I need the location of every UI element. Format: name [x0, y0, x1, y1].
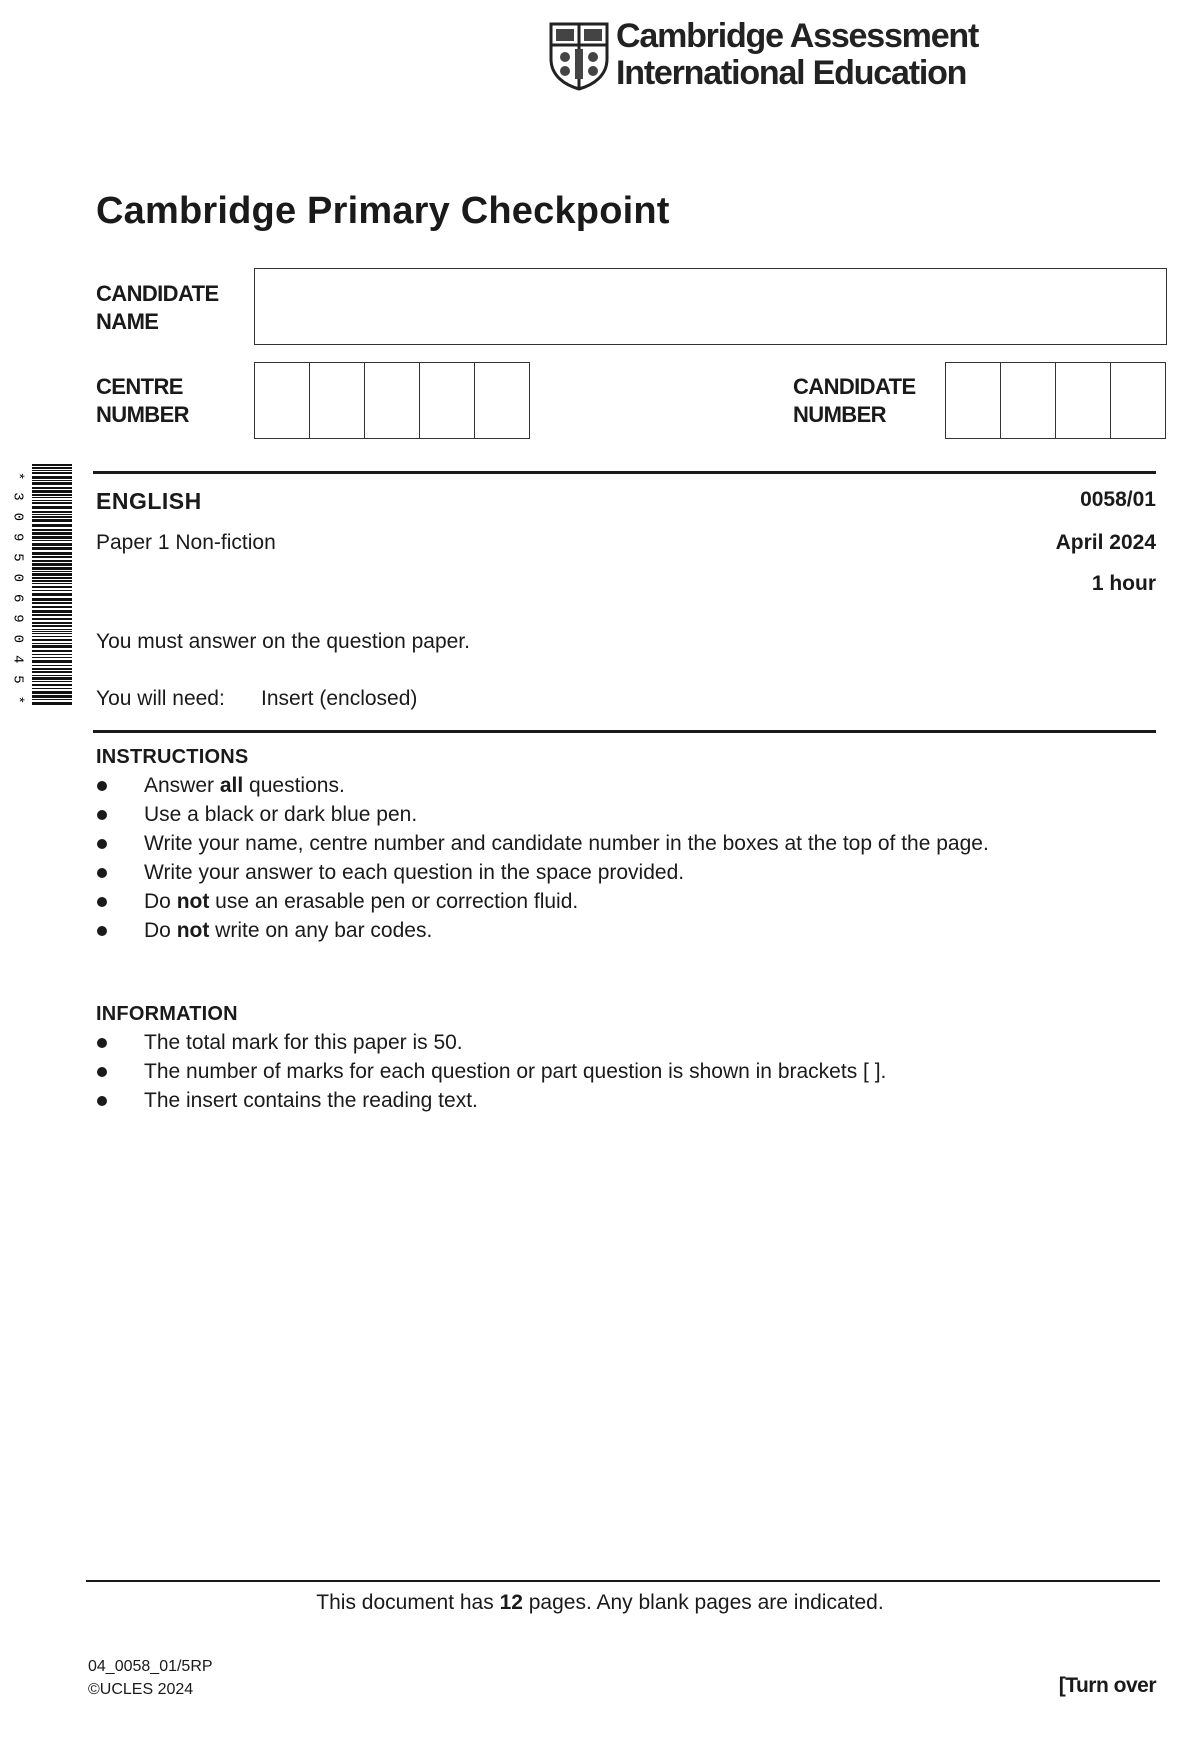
materials-label: You will need: — [96, 687, 225, 710]
subject-name: ENGLISH — [96, 488, 202, 514]
barcode-bar — [32, 472, 72, 474]
list-item — [96, 771, 1096, 800]
barcode-bar — [32, 614, 72, 616]
barcode-bar — [32, 610, 72, 613]
barcode-digit: 3 — [9, 492, 26, 501]
barcode-bar — [32, 650, 72, 652]
barcode-digit: 0 — [9, 573, 26, 583]
barcode-bar — [32, 695, 72, 698]
paper-name: Paper 1 Non-fiction — [96, 531, 276, 554]
list-item — [96, 829, 1096, 858]
item-emphasis: not — [176, 919, 210, 942]
barcode-bar — [32, 622, 72, 624]
item-emphasis: not — [176, 890, 210, 913]
barcode-bar — [32, 482, 72, 485]
bullet-icon — [97, 897, 107, 907]
reference-code: 04_0058_01/5RP — [88, 1658, 213, 1675]
bullet-icon — [97, 810, 107, 820]
barcode-bar — [32, 467, 72, 469]
barcode-bar — [32, 593, 72, 596]
centre-number-digit-box[interactable] — [420, 363, 475, 438]
information-title: INFORMATION — [96, 1003, 238, 1025]
centre-number-label-line1: CENTRE — [96, 374, 183, 399]
exam-duration: 1 hour — [1091, 572, 1156, 595]
barcode-bar — [32, 675, 72, 676]
bullet-icon — [97, 926, 107, 936]
centre-number-digit-box[interactable] — [475, 363, 529, 438]
barcode-bar — [32, 560, 72, 562]
barcode-bar — [32, 684, 72, 686]
list-item — [96, 1028, 1096, 1057]
barcode-bar — [32, 702, 72, 705]
centre-number-digit-box[interactable] — [255, 363, 310, 438]
barcode-bar — [32, 590, 72, 591]
document-reference — [88, 1655, 213, 1701]
information-list — [96, 1028, 1096, 1115]
item-text: write on any bar codes. — [209, 919, 433, 942]
candidate-number-digit-box[interactable] — [1111, 363, 1165, 438]
barcode-bar — [32, 547, 72, 550]
barcode-digit: 0 — [9, 634, 26, 644]
barcode-bar — [32, 677, 72, 680]
candidate-number-digit-box[interactable] — [946, 363, 1001, 438]
barcode-bar — [32, 464, 72, 466]
item-text: Answer — [144, 774, 220, 797]
barcode-bar — [32, 536, 72, 539]
instructions-title: INSTRUCTIONS — [96, 746, 249, 768]
bullet-icon — [97, 839, 107, 849]
candidate-name-label — [96, 280, 219, 336]
barcode-bar — [32, 524, 72, 527]
organisation-name — [616, 18, 978, 92]
barcode-bar — [32, 502, 72, 504]
barcode-digit: 5 — [9, 675, 26, 684]
barcode-bar — [32, 573, 72, 576]
barcode-bar — [32, 691, 72, 694]
bullet-icon — [97, 1038, 107, 1048]
barcode-bar — [32, 567, 72, 570]
barcode-bar — [32, 563, 72, 566]
barcode-bar — [32, 681, 72, 682]
barcode-bar — [32, 543, 72, 546]
barcode-bar — [32, 583, 72, 584]
barcode-bar — [32, 476, 72, 479]
barcode-bar — [32, 671, 72, 673]
copyright: ©UCLES 2024 — [88, 1681, 194, 1698]
barcode-bar — [32, 633, 72, 634]
instructions-list — [96, 771, 1096, 945]
page-count-note — [0, 1591, 1200, 1615]
centre-number-boxes[interactable] — [254, 362, 530, 439]
item-text: Write your answer to each question in the space provided. — [144, 861, 685, 884]
item-text: Do — [144, 890, 177, 913]
barcode-bar — [32, 500, 72, 501]
barcode-digit: 9 — [9, 614, 26, 623]
cambridge-shield-icon — [548, 21, 610, 91]
barcode-graphic — [4, 462, 72, 708]
barcode-bar — [32, 577, 72, 579]
barcode — [4, 462, 72, 708]
barcode-bar — [32, 506, 72, 509]
barcode-bar — [32, 602, 72, 604]
barcode-bar — [32, 645, 72, 648]
barcode-bar — [32, 688, 72, 689]
barcode-bar — [32, 490, 72, 493]
barcode-bar — [32, 519, 72, 522]
paper-code: 0058/01 — [1080, 488, 1156, 511]
barcode-bar — [32, 699, 72, 700]
bullet-icon — [97, 868, 107, 878]
barcode-bar — [32, 660, 72, 663]
divider — [93, 730, 1156, 733]
barcode-bar — [32, 631, 72, 632]
barcode-bar — [32, 657, 72, 658]
item-text: The insert contains the reading text. — [144, 1089, 478, 1112]
exam-session: April 2024 — [1055, 531, 1156, 554]
list-item — [96, 858, 1096, 887]
candidate-number-label-line2: NUMBER — [793, 402, 886, 427]
item-text: Use a black or dark blue pen. — [144, 803, 418, 826]
barcode-bar — [32, 639, 72, 641]
barcode-bar — [32, 629, 72, 630]
note-text: This document has — [316, 1591, 500, 1614]
barcode-bar — [32, 511, 72, 513]
barcode-bar — [32, 668, 72, 670]
barcode-bar — [32, 480, 72, 481]
cambridge-logo — [548, 17, 979, 94]
barcode-bar — [32, 625, 72, 627]
page-title: Cambridge Primary Checkpoint — [96, 190, 670, 232]
barcode-bar — [32, 529, 72, 531]
barcode-bar — [32, 487, 72, 489]
barcode-digit: * — [9, 695, 26, 705]
barcode-bar — [32, 540, 72, 541]
barcode-bar — [32, 618, 72, 620]
barcode-bar — [32, 598, 72, 601]
page-count: 12 — [499, 1591, 523, 1614]
materials-value: Insert (enclosed) — [261, 687, 418, 710]
barcode-bar — [32, 606, 72, 608]
bullet-icon — [97, 781, 107, 791]
bullet-icon — [97, 1067, 107, 1077]
bullet-icon — [97, 1096, 107, 1106]
barcode-bar — [32, 665, 72, 666]
barcode-digit: * — [9, 471, 26, 481]
list-item — [96, 1057, 1096, 1086]
barcode-bar — [32, 654, 72, 655]
barcode-bar — [32, 532, 72, 535]
centre-number-digit-box[interactable] — [310, 363, 365, 438]
list-item — [96, 887, 1096, 916]
candidate-name-box[interactable] — [254, 268, 1167, 345]
item-text: Do — [144, 919, 177, 942]
candidate-number-digit-box[interactable] — [1056, 363, 1111, 438]
barcode-bar — [32, 586, 72, 588]
candidate-number-boxes[interactable] — [945, 362, 1166, 439]
org-line-1: Cambridge Assessment — [616, 17, 979, 55]
barcode-digit: 5 — [9, 553, 26, 562]
note-text: pages. Any blank pages are indicated. — [522, 1591, 884, 1614]
candidate-name-label-line1: CANDIDATE — [96, 281, 219, 306]
org-line-2: International Education — [616, 54, 967, 92]
candidate-number-label-line1: CANDIDATE — [793, 374, 916, 399]
barcode-bar — [32, 516, 72, 518]
candidate-name-label-line2: NAME — [96, 309, 159, 334]
centre-number-label — [96, 373, 189, 429]
barcode-bar — [32, 636, 72, 637]
barcode-bar — [32, 494, 72, 496]
list-item — [96, 916, 1096, 945]
barcode-digit: 4 — [9, 654, 26, 664]
barcode-bar — [32, 470, 72, 471]
barcode-bar — [32, 514, 72, 515]
barcode-bar — [32, 556, 72, 558]
list-item — [96, 1086, 1096, 1115]
item-text: questions. — [243, 774, 345, 797]
item-text: The number of marks for each question or part question is shown in brackets [ ]. — [144, 1060, 887, 1083]
candidate-number-label — [793, 373, 916, 429]
divider — [93, 471, 1156, 474]
barcode-bar — [32, 552, 72, 555]
item-text: Write your name, centre number and candidate number in the boxes at the top of the page. — [144, 832, 989, 855]
item-text: The total mark for this paper is 50. — [144, 1031, 463, 1054]
barcode-bar — [32, 580, 72, 582]
barcode-bar — [32, 497, 72, 498]
centre-number-label-line2: NUMBER — [96, 402, 189, 427]
footer-divider — [86, 1580, 1160, 1582]
candidate-number-digit-box[interactable] — [1001, 363, 1056, 438]
list-item — [96, 800, 1096, 829]
barcode-digit: 9 — [9, 532, 26, 542]
barcode-digit: 0 — [9, 512, 26, 522]
barcode-bar — [32, 571, 72, 572]
centre-number-digit-box[interactable] — [365, 363, 420, 438]
item-emphasis: all — [219, 774, 244, 797]
barcode-bar — [32, 643, 72, 644]
item-text: use an erasable pen or correction fluid. — [209, 890, 579, 913]
answer-note: You must answer on the question paper. — [96, 630, 470, 653]
turn-over-label: [Turn over — [1058, 1674, 1156, 1697]
barcode-digit: 6 — [9, 593, 26, 603]
